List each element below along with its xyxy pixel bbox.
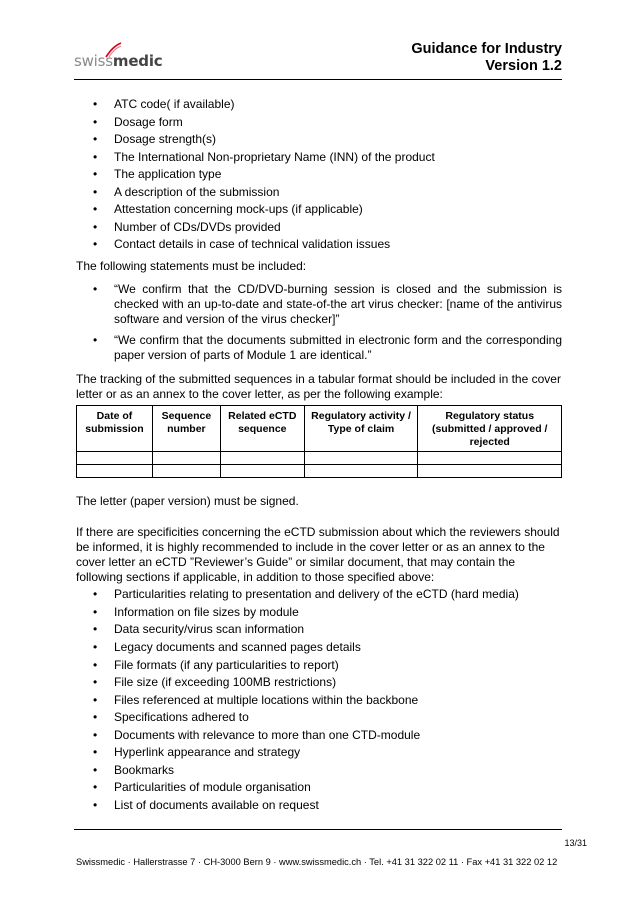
- swissmedic-logo: [74, 42, 174, 72]
- footer-divider: [74, 829, 562, 830]
- table-cell: [152, 452, 220, 465]
- list-item: • Legacy documents and scanned pages details: [76, 640, 562, 655]
- list-item: • Attestation concerning mock-ups (if applicable): [76, 202, 562, 217]
- table-row: [77, 452, 562, 465]
- list-item: • File size (if exceeding 100MB restrictions): [76, 675, 562, 690]
- statement-item: • “We confirm that the CD/DVD-burning session is closed and the submission is checked with an up-to-date and state-of-the art virus checker: [name of the antivirus software and version of the virus checker]”: [76, 282, 562, 327]
- column-header: Regulatory status (submitted / approved / rejected: [418, 406, 562, 452]
- tracking-intro: The tracking of the submitted sequences in a tabular format should be included in the cover letter or as an annex to the cover letter, as per the following example:: [76, 372, 561, 402]
- statements-intro: The following statements must be included:: [76, 259, 307, 274]
- list-item: • Dosage form: [76, 115, 562, 130]
- table-header-row: [77, 406, 562, 452]
- list-item: • File formats (if any particularities to report): [76, 658, 562, 673]
- table-cell: [77, 465, 153, 478]
- column-header: Regulatory activity / Type of claim: [304, 406, 418, 452]
- column-header: Related eCTD sequence: [220, 406, 304, 452]
- page-content: [76, 97, 562, 815]
- table-cell: [77, 452, 153, 465]
- list-item: • Specifications adhered to: [76, 710, 562, 725]
- statements-list: [76, 282, 562, 363]
- signed-statement: The letter (paper version) must be signed.: [76, 494, 299, 509]
- list-item: • Hyperlink appearance and strategy: [76, 745, 562, 760]
- list-item: • The application type: [76, 167, 562, 182]
- list-item: • Bookmarks: [76, 763, 562, 778]
- cover-letter-items-list: [76, 97, 562, 252]
- table-row: [77, 465, 562, 478]
- table-cell: [220, 452, 304, 465]
- header-title: Guidance for Industry: [411, 41, 562, 57]
- list-item: • Number of CDs/DVDs provided: [76, 220, 562, 235]
- table-cell: [220, 465, 304, 478]
- reviewers-guide-sections-list: [76, 587, 562, 813]
- list-item: • Data security/virus scan information: [76, 622, 562, 637]
- list-item: • Particularities of module organisation: [76, 780, 562, 795]
- document-header: [411, 41, 562, 75]
- table-cell: [418, 465, 562, 478]
- logo-wordmark: swissmedic: [74, 52, 163, 70]
- column-header: Sequence number: [152, 406, 220, 452]
- list-item: • Contact details in case of technical validation issues: [76, 237, 562, 252]
- header-divider: [74, 79, 562, 80]
- statement-item: • “We confirm that the documents submitted in electronic form and the corresponding paper version of parts of Module 1 are identical.”: [76, 333, 562, 363]
- table-cell: [418, 452, 562, 465]
- list-item: • The International Non-proprietary Name (INN) of the product: [76, 150, 562, 165]
- specificities-intro: If there are specificities concerning the eCTD submission about which the reviewers should be informed, it is highly recommended to include in the cover letter or as an annex to the cover letter an eCTD ”Reviewer’s Guide” or similar document, that may contain the following sections if applicable, in addition to those specified above:: [76, 525, 560, 585]
- list-item: • Dosage strength(s): [76, 132, 562, 147]
- header-version: Version 1.2: [485, 58, 562, 74]
- list-item: • Information on file sizes by module: [76, 605, 562, 620]
- list-item: • A description of the submission: [76, 185, 562, 200]
- list-item: • Documents with relevance to more than one CTD-module: [76, 728, 562, 743]
- table-cell: [152, 465, 220, 478]
- table-cell: [304, 452, 418, 465]
- tracking-table: [76, 405, 562, 478]
- list-item: • List of documents available on request: [76, 798, 562, 813]
- footer-address: Swissmedic · Hallerstrasse 7 · CH-3000 Bern 9 · www.swissmedic.ch · Tel. +41 31 322 02 11 · Fax +41 31 322 02 12: [76, 857, 558, 867]
- page-number: 13/31: [564, 838, 587, 848]
- list-item: • Particularities relating to presentation and delivery of the eCTD (hard media): [76, 587, 562, 602]
- column-header: Date of submission: [77, 406, 153, 452]
- table-cell: [304, 465, 418, 478]
- list-item: • Files referenced at multiple locations within the backbone: [76, 693, 562, 708]
- list-item: • ATC code( if available): [76, 97, 562, 112]
